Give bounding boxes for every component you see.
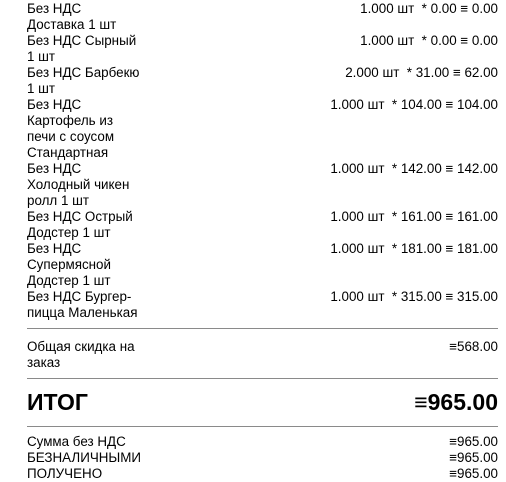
summary-row — [27, 434, 498, 450]
item-calculation: 1.000 шт * 142.00 ≡ 142.00 — [330, 161, 498, 176]
discount-label: Общая скидка на заказ — [27, 339, 135, 370]
item-name: Без НДС Барбекю 1 шт — [27, 65, 140, 96]
summary-row — [27, 450, 498, 466]
summary-value: ≡965.00 — [449, 466, 498, 481]
divider — [27, 378, 498, 379]
item-calculation: 1.000 шт * 315.00 ≡ 315.00 — [330, 289, 498, 304]
item-name: Без НДС Бургер- пицца Маленькая — [27, 289, 138, 320]
total-label: ИТОГ — [27, 389, 88, 415]
summary-label: БЕЗНАЛИЧНЫМИ — [27, 450, 142, 465]
item-name: Без НДС Доставка 1 шт — [27, 1, 117, 32]
item-calculation: 1.000 шт * 161.00 ≡ 161.00 — [330, 209, 498, 224]
summary-label: ПОЛУЧЕНО — [27, 466, 103, 481]
line-item — [27, 97, 498, 161]
item-calculation: 2.000 шт * 31.00 ≡ 62.00 — [345, 65, 498, 80]
item-calculation: 1.000 шт * 0.00 ≡ 0.00 — [360, 33, 498, 48]
item-name: Без НДС Сырный 1 шт — [27, 33, 137, 64]
total-row — [27, 388, 498, 416]
line-item — [27, 1, 498, 33]
summary-value: ≡965.00 — [449, 450, 498, 465]
summary-label: Сумма без НДС — [27, 434, 126, 449]
receipt — [27, 1, 498, 482]
line-item — [27, 209, 498, 241]
summary-row — [27, 466, 498, 482]
divider — [27, 328, 498, 329]
item-calculation: 1.000 шт * 104.00 ≡ 104.00 — [330, 97, 498, 112]
item-name: Без НДС Картофель из печи с соусом Стандартная — [27, 97, 115, 160]
line-item — [27, 241, 498, 289]
summary — [27, 434, 498, 482]
item-name: Без НДС Супермясной Додстер 1 шт — [27, 241, 111, 288]
item-calculation: 1.000 шт * 181.00 ≡ 181.00 — [330, 241, 498, 256]
line-item — [27, 65, 498, 97]
line-item — [27, 161, 498, 209]
line-item — [27, 289, 498, 321]
discount-row — [27, 339, 498, 371]
item-calculation: 1.000 шт * 0.00 ≡ 0.00 — [360, 1, 498, 16]
total-value: ≡965.00 — [414, 389, 498, 415]
summary-value: ≡965.00 — [449, 434, 498, 449]
item-name: Без НДС Острый Додстер 1 шт — [27, 209, 133, 240]
discount-value: ≡568.00 — [449, 339, 498, 354]
item-name: Без НДС Холодный чикен ролл 1 шт — [27, 161, 130, 208]
line-item — [27, 33, 498, 65]
divider — [27, 426, 498, 427]
